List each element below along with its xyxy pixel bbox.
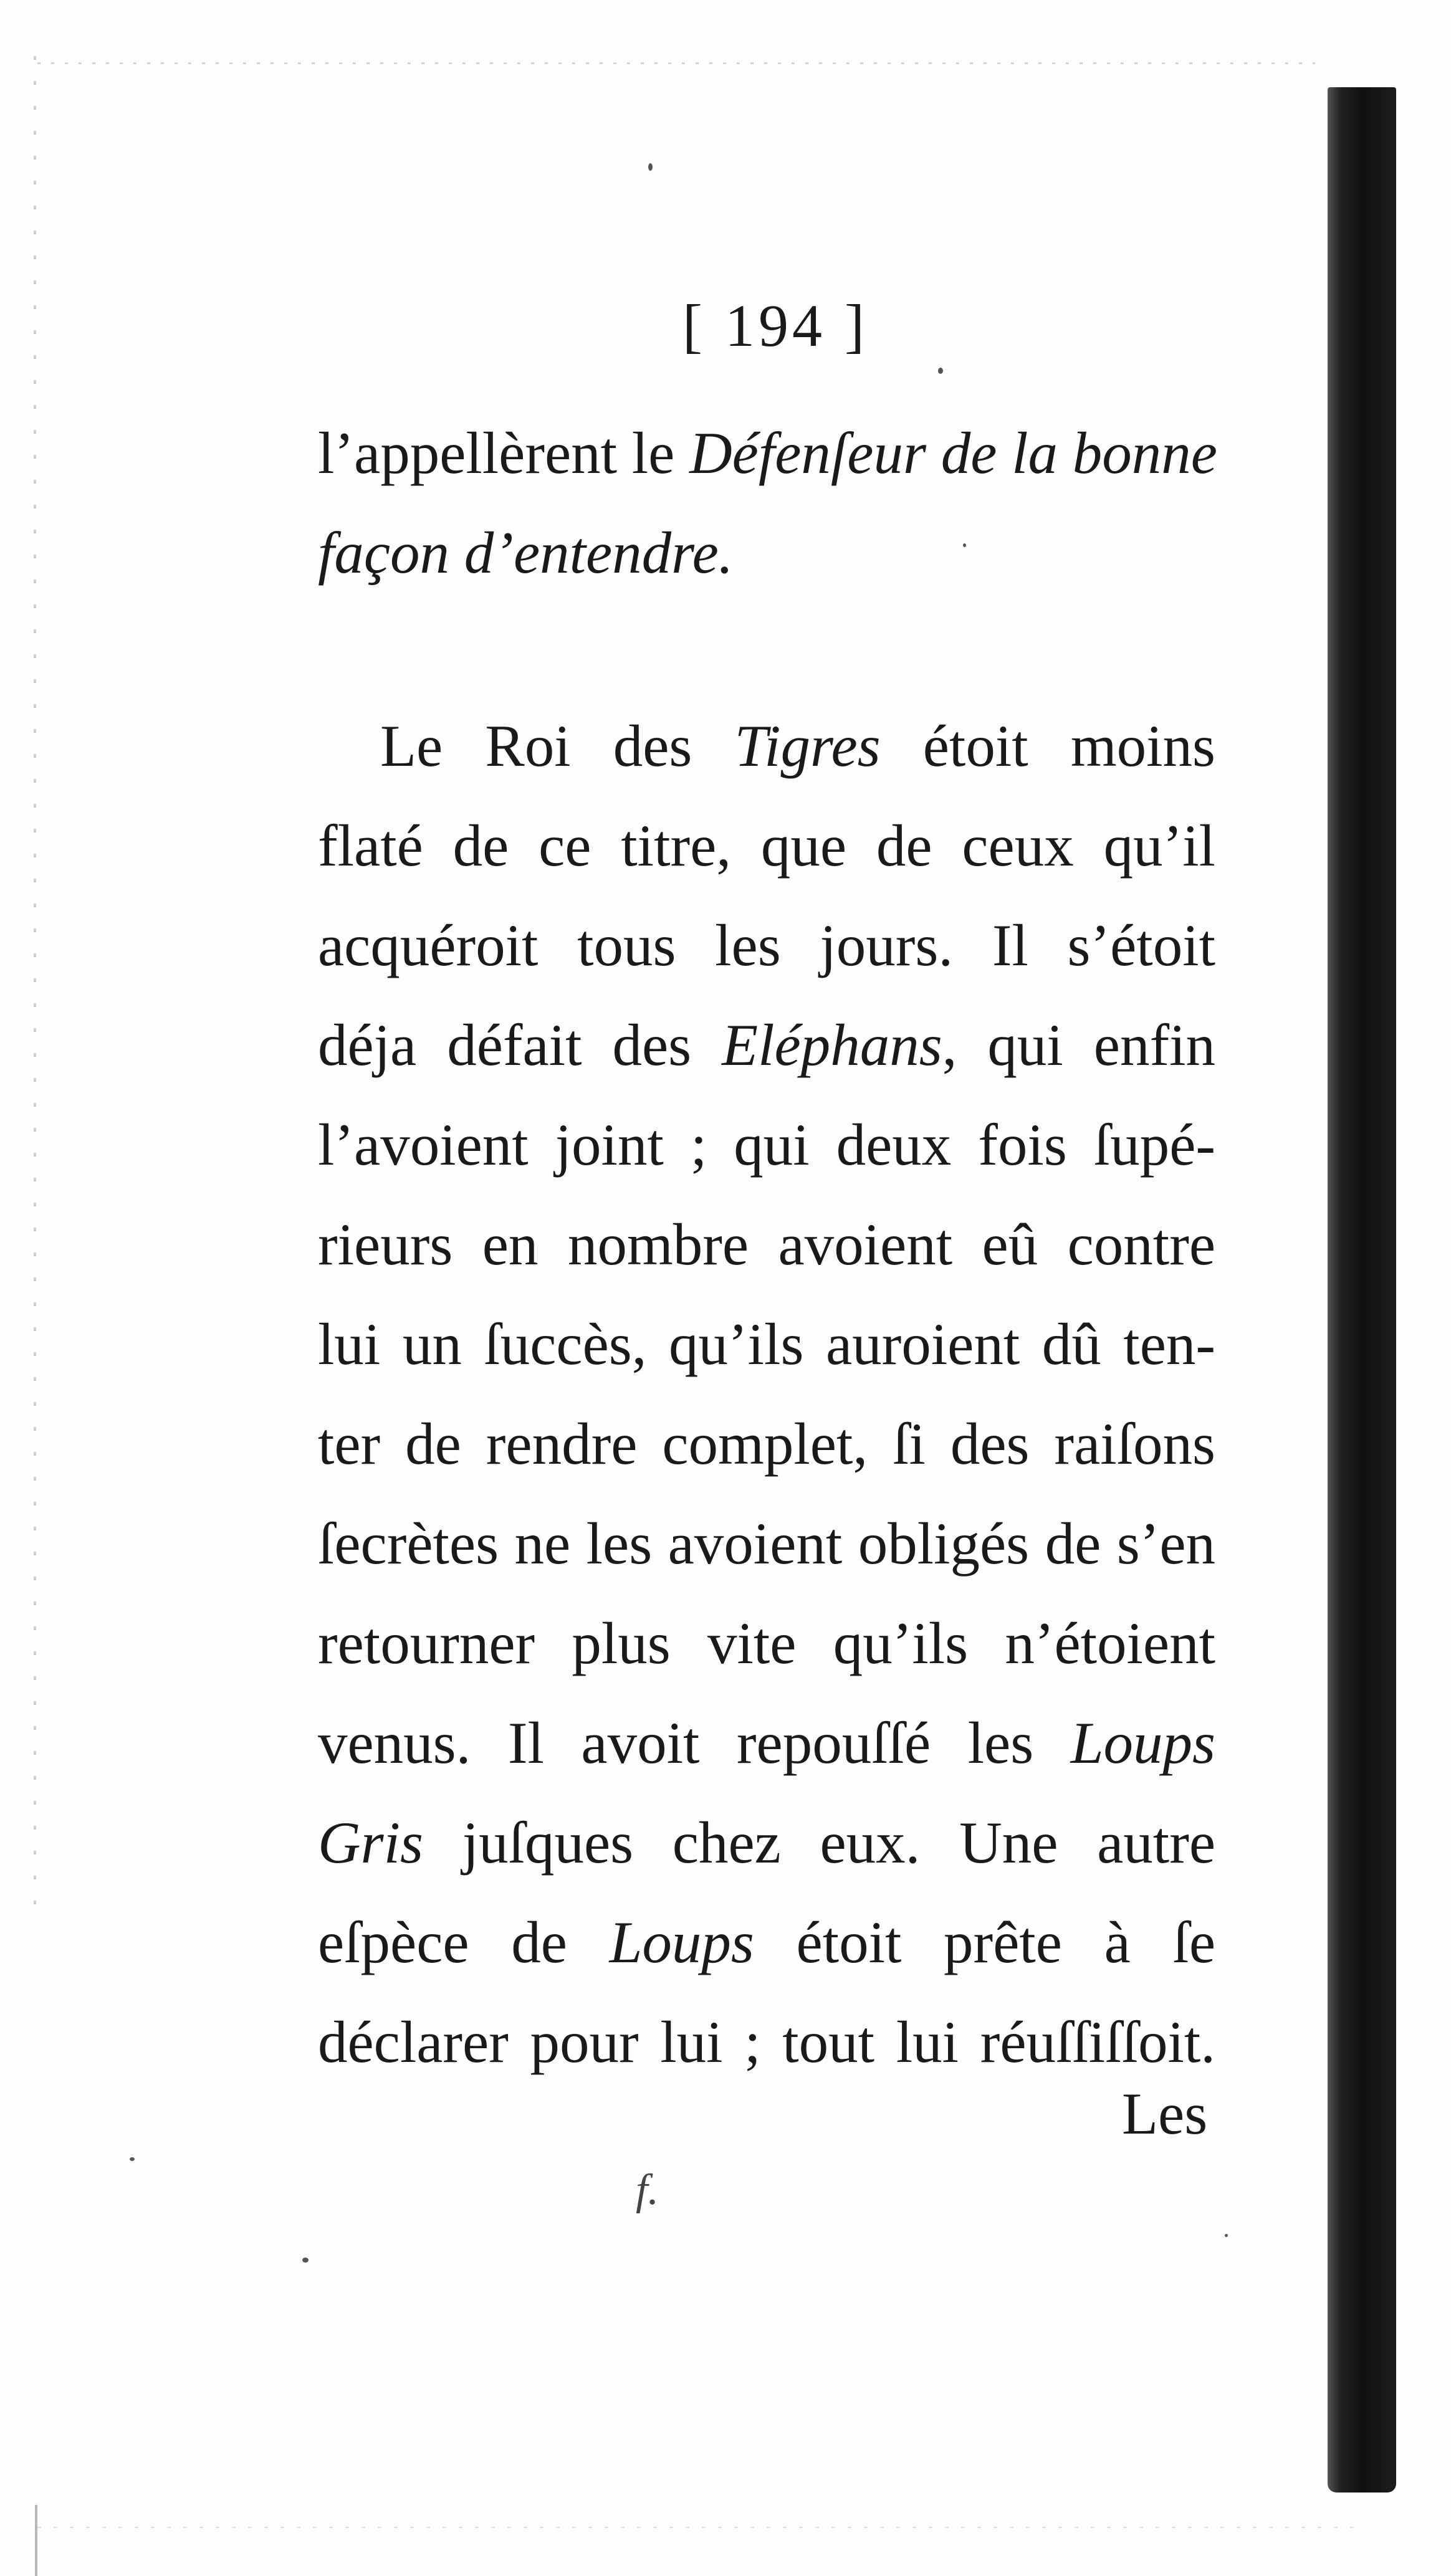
ink-speck: [130, 2157, 135, 2161]
text-line: [318, 2009, 1215, 2075]
catchword: Les: [1122, 2081, 1208, 2147]
text-run: l’avoient joint ; qui deux fois ſupé-: [318, 1112, 1215, 1178]
ink-speck: [938, 368, 943, 374]
page-edge-top: [37, 62, 1315, 64]
text-line: [318, 1510, 1215, 1577]
ink-speck: [302, 2258, 309, 2263]
text-line: [318, 1909, 1215, 1975]
text-line: [318, 1411, 1215, 1477]
ink-speck: [1225, 2234, 1228, 2237]
page-edge-left: [34, 56, 36, 1925]
page-edge-corner: [35, 2505, 37, 2576]
text-run: acquéroit tous les jours. Il s’étoit: [318, 912, 1215, 978]
text-run: lui un ſuccès, qu’ils auroient dû ten-: [318, 1311, 1215, 1377]
text-run: déja défait des: [318, 1012, 722, 1078]
text-line: [318, 1211, 1215, 1277]
text-line: [318, 1710, 1215, 1776]
ink-speck: [648, 163, 653, 171]
text-run: flaté de ce titre, que de ceux qu’il: [318, 813, 1215, 879]
text-run: étoit moins: [880, 713, 1216, 779]
text-line: [318, 1311, 1215, 1377]
text-line: [318, 813, 1215, 879]
page-number: [ 194 ]: [682, 292, 868, 359]
text-line: [318, 1012, 1215, 1078]
italic-phrase: Loups: [1070, 1710, 1215, 1776]
italic-phrase: Tigres: [734, 713, 881, 779]
text-run: , qui enfin: [942, 1012, 1215, 1078]
text-run: ter de rendre complet, ſi des raiſons: [318, 1411, 1215, 1477]
book-binding-shadow: [1328, 87, 1396, 2493]
text-line: [318, 520, 734, 586]
text-line: [318, 420, 1217, 486]
text-line: [318, 1112, 1215, 1178]
text-run: venus. Il avoit repouſſé les: [318, 1710, 1071, 1776]
text-run: Le Roi des: [380, 713, 735, 779]
text-run: eſpèce de: [318, 1909, 610, 1975]
italic-phrase: Loups: [609, 1909, 754, 1975]
text-run: l’appellèrent le: [318, 420, 690, 486]
italic-phrase: Eléphans: [722, 1012, 942, 1078]
text-run: retourner plus vite qu’ils n’étoient: [318, 1610, 1215, 1676]
italic-phrase: façon d’entendre.: [318, 520, 734, 586]
text-run: rieurs en nombre avoient eû contre: [318, 1211, 1215, 1277]
italic-phrase: Gris: [318, 1810, 423, 1876]
ink-speck: [963, 543, 966, 547]
text-line: [380, 713, 1216, 779]
text-run: juſques chez eux. Une autre: [423, 1810, 1215, 1876]
text-run: étoit prête à ſe: [754, 1909, 1215, 1975]
text-line: [318, 912, 1215, 978]
text-line: [318, 1810, 1215, 1876]
text-line: [318, 1610, 1215, 1676]
italic-phrase: Défenſeur de la bonne: [689, 420, 1217, 486]
signature-mark: f.: [636, 2166, 659, 2214]
text-run: déclarer pour lui ; tout lui réuſſiſſoit.: [318, 2009, 1215, 2075]
page-edge-bottom: [37, 2527, 1365, 2528]
text-run: ſecrètes ne les avoient obligés de s’en: [318, 1510, 1215, 1577]
